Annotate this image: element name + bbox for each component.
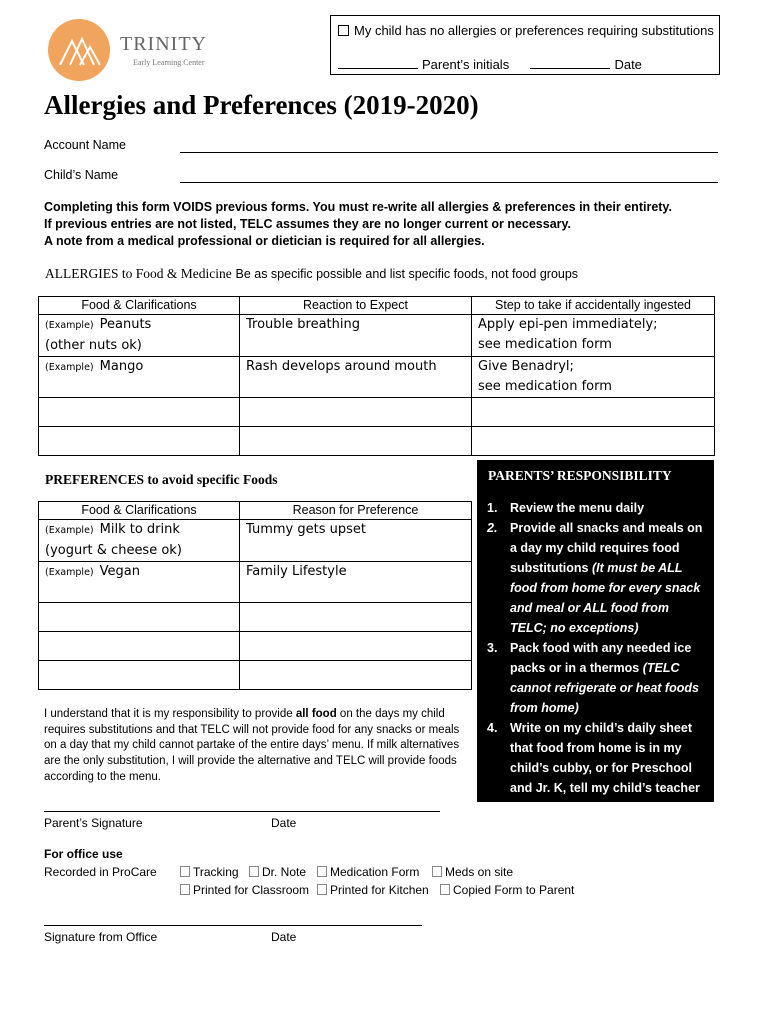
office-check-medication-form[interactable] bbox=[317, 865, 419, 879]
table-row bbox=[39, 315, 715, 357]
table-row bbox=[39, 398, 715, 427]
initials-date-label: Date bbox=[614, 57, 642, 72]
checkbox-icon bbox=[317, 884, 327, 895]
list-text: Provide all snacks and meals on a day my child requires food substitutions bbox=[510, 521, 703, 575]
allergies-col-header: Reaction to Expect bbox=[240, 297, 472, 315]
allergy-reaction-cell[interactable] bbox=[240, 398, 472, 427]
checkbox-label: Tracking bbox=[193, 865, 239, 879]
example-tag: (Example) bbox=[45, 362, 94, 373]
allergy-step-note: see medication form bbox=[478, 379, 612, 394]
notice bbox=[44, 199, 672, 250]
list-number: 4. bbox=[487, 721, 498, 735]
list-number: 1. bbox=[487, 501, 498, 515]
office-check-printed-classroom[interactable] bbox=[180, 883, 309, 897]
statement-text: I understand that it is my responsibility to provide bbox=[44, 708, 296, 720]
preference-reason-cell[interactable] bbox=[240, 603, 472, 632]
parent-date-label: Date bbox=[271, 816, 297, 830]
list-text: Review the menu daily bbox=[510, 501, 645, 515]
notice-line: If previous entries are not listed, TELC assumes they are no longer current or necessary. bbox=[44, 217, 572, 231]
table-row bbox=[39, 427, 715, 456]
table-row bbox=[39, 520, 472, 562]
table-row bbox=[39, 603, 472, 632]
checkbox-icon bbox=[180, 866, 190, 877]
office-check-dr-note[interactable] bbox=[249, 865, 306, 879]
checkbox-label: Printed for Kitchen bbox=[330, 883, 429, 897]
allergy-step-cell[interactable] bbox=[472, 357, 715, 398]
trinity-logo bbox=[48, 19, 110, 81]
understanding-statement bbox=[44, 707, 469, 786]
allergies-heading bbox=[45, 266, 578, 282]
office-date-label: Date bbox=[271, 930, 297, 944]
list-item bbox=[484, 718, 709, 798]
initials-date-row bbox=[338, 56, 642, 72]
allergies-table bbox=[38, 296, 715, 456]
logo-name: TRINITY bbox=[120, 33, 207, 55]
preferences-col-header: Food & Clarifications bbox=[39, 502, 240, 520]
allergies-heading-note: Be as specific possible and list specific foods, not food groups bbox=[235, 267, 579, 281]
allergy-step-cell[interactable] bbox=[472, 398, 715, 427]
allergy-reaction-cell[interactable] bbox=[240, 427, 472, 456]
table-row bbox=[39, 661, 472, 690]
responsibility-list bbox=[484, 498, 709, 798]
preference-reason-cell[interactable] bbox=[240, 661, 472, 690]
checkbox-icon bbox=[317, 866, 327, 877]
list-item bbox=[484, 638, 709, 718]
initials-label: Parent’s initials bbox=[422, 57, 510, 72]
no-allergies-row bbox=[338, 23, 714, 38]
preferences-col-header: Reason for Preference bbox=[240, 502, 472, 520]
office-check-meds-on-site[interactable] bbox=[432, 865, 513, 879]
initials-field[interactable] bbox=[338, 56, 418, 69]
allergy-food-cell[interactable] bbox=[39, 427, 240, 456]
checkbox-icon bbox=[180, 884, 190, 895]
example-tag: (Example) bbox=[45, 567, 94, 578]
checkbox-label: Medication Form bbox=[330, 865, 420, 879]
preference-food-cell[interactable] bbox=[39, 632, 240, 661]
allergy-step: Apply epi-pen immediately; bbox=[478, 317, 658, 332]
checkbox-label: Printed for Classroom bbox=[193, 883, 310, 897]
statement-text: on the days my child requires substitutions and that TELC will not provide food for any snacks or meals on a day that my child cannot partake of the entire days’ menu. If milk alternatives are the only substitution, I will provide the alternative and TELC will provide foods according to the menu. bbox=[44, 708, 460, 783]
list-item bbox=[484, 518, 709, 638]
allergy-food: Peanuts bbox=[99, 317, 152, 332]
preferences-heading: PREFERENCES to avoid specific Foods bbox=[45, 472, 278, 487]
list-number: 2. bbox=[487, 521, 498, 535]
recorded-procare-label: Recorded in ProCare bbox=[44, 865, 157, 879]
allergy-step: Give Benadryl; bbox=[478, 359, 574, 374]
table-row bbox=[39, 632, 472, 661]
allergy-step-cell[interactable] bbox=[472, 427, 715, 456]
preference-reason-cell[interactable] bbox=[240, 520, 472, 562]
account-name-label: Account Name bbox=[44, 138, 126, 152]
allergy-food-cell[interactable] bbox=[39, 398, 240, 427]
preference-reason: Tummy gets upset bbox=[246, 522, 366, 537]
office-check-tracking[interactable] bbox=[180, 865, 239, 879]
allergy-food: Mango bbox=[99, 359, 144, 374]
preference-reason: Family Lifestyle bbox=[246, 564, 347, 579]
preference-reason-cell[interactable] bbox=[240, 632, 472, 661]
allergies-heading-title: ALLERGIES to Food & Medicine bbox=[45, 266, 232, 281]
office-use-title: For office use bbox=[44, 847, 123, 861]
initials-date-field[interactable] bbox=[530, 56, 610, 69]
responsibility-title: PARENTS’ RESPONSIBILITY bbox=[488, 468, 672, 483]
allergy-reaction-cell[interactable] bbox=[240, 357, 472, 398]
list-text-note: (TELC cannot refrigerate or heat foods from home) bbox=[510, 661, 699, 715]
allergy-food-cell[interactable] bbox=[39, 357, 240, 398]
preference-food-cell[interactable] bbox=[39, 562, 240, 603]
preference-food-note: (yogurt & cheese ok) bbox=[45, 543, 182, 558]
childs-name-label: Child’s Name bbox=[44, 168, 119, 182]
allergy-reaction: Trouble breathing bbox=[246, 317, 360, 332]
no-allergies-checkbox[interactable] bbox=[338, 25, 349, 36]
allergy-food-note: (other nuts ok) bbox=[45, 338, 142, 353]
checkbox-icon bbox=[432, 866, 442, 877]
allergy-step-cell[interactable] bbox=[472, 315, 715, 357]
page-title: Allergies and Preferences (2019-2020) bbox=[44, 90, 479, 120]
no-allergies-label: My child has no allergies or preferences requiring substitutions bbox=[354, 23, 714, 38]
notice-line: A note from a medical professional or dietician is required for all allergies. bbox=[44, 234, 485, 248]
preference-food-cell[interactable] bbox=[39, 661, 240, 690]
list-text: Pack food with any needed ice packs or in a thermos bbox=[510, 641, 692, 675]
allergy-food-cell[interactable] bbox=[39, 315, 240, 357]
preference-reason-cell[interactable] bbox=[240, 562, 472, 603]
list-number: 3. bbox=[487, 641, 498, 655]
checkbox-icon bbox=[440, 884, 450, 895]
preference-food-cell[interactable] bbox=[39, 520, 240, 562]
allergy-step-note: see medication form bbox=[478, 337, 612, 352]
table-row bbox=[39, 357, 715, 398]
example-tag: (Example) bbox=[45, 320, 94, 331]
account-name-field[interactable] bbox=[180, 152, 718, 153]
preferences-table bbox=[38, 501, 472, 690]
preference-food-cell[interactable] bbox=[39, 603, 240, 632]
list-item bbox=[484, 498, 709, 518]
office-signature-line[interactable] bbox=[44, 925, 422, 926]
allergy-reaction-cell[interactable] bbox=[240, 315, 472, 357]
office-signature-label: Signature from Office bbox=[44, 930, 158, 944]
list-text-note: (It must be ALL food from home for every snack and meal or ALL food from TELC; no exceptions) bbox=[510, 561, 701, 635]
checkbox-label: Dr. Note bbox=[262, 865, 307, 879]
preference-food: Vegan bbox=[99, 564, 140, 579]
allergy-reaction: Rash develops around mouth bbox=[246, 359, 437, 374]
checkbox-icon bbox=[249, 866, 259, 877]
checkbox-label: Meds on site bbox=[445, 865, 514, 879]
parent-signature-line[interactable] bbox=[44, 811, 440, 812]
childs-name-field[interactable] bbox=[180, 182, 718, 183]
checkbox-label: Copied Form to Parent bbox=[453, 883, 575, 897]
notice-line: Completing this form VOIDS previous forms. You must re-write all allergies & preferences in their entirety. bbox=[44, 200, 672, 214]
example-tag: (Example) bbox=[45, 525, 94, 536]
parent-signature-label: Parent’s Signature bbox=[44, 816, 143, 830]
mountain-icon bbox=[48, 19, 110, 81]
statement-bold: all food bbox=[295, 708, 337, 720]
office-check-copied-form[interactable] bbox=[440, 883, 574, 897]
office-check-printed-kitchen[interactable] bbox=[317, 883, 429, 897]
list-text: Write on my child’s daily sheet that food from home is in my child’s cubby, or for Preschool and Jr. K, tell my child’s teacher bbox=[510, 721, 700, 795]
table-row bbox=[39, 562, 472, 603]
preference-food: Milk to drink bbox=[99, 522, 180, 537]
allergies-col-header: Food & Clarifications bbox=[39, 297, 240, 315]
allergies-col-header: Step to take if accidentally ingested bbox=[472, 297, 715, 315]
logo-subtitle: Early Learning Center bbox=[133, 58, 205, 67]
